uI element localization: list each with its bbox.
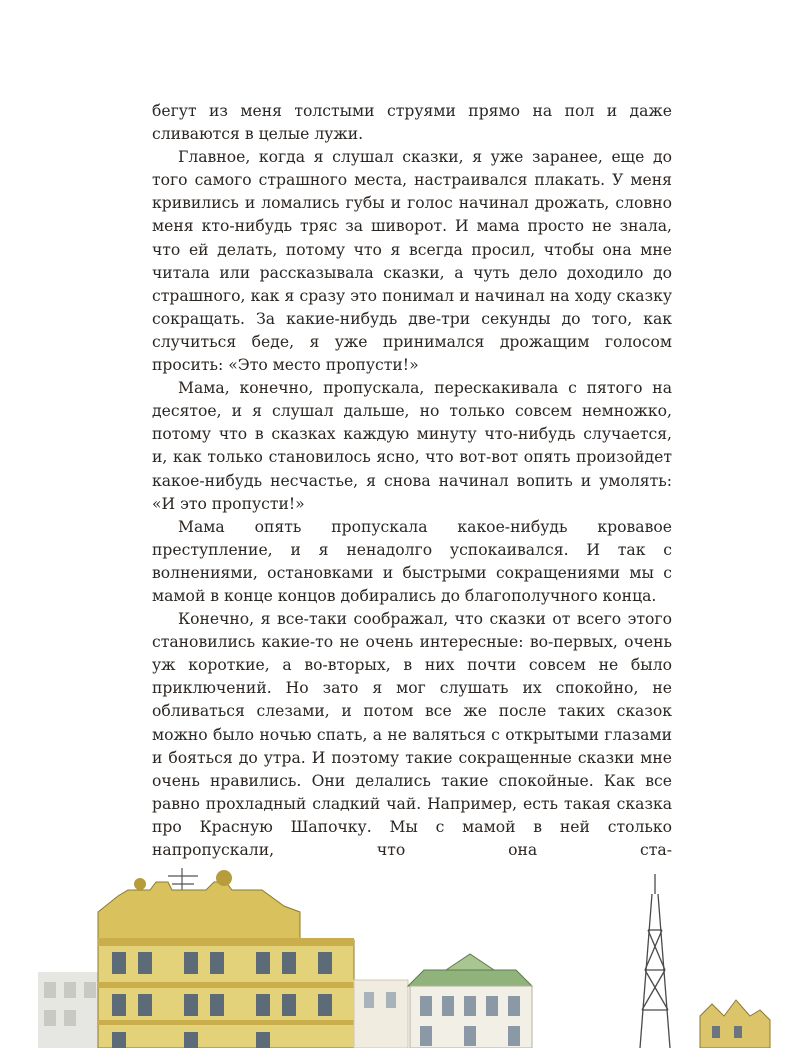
paragraph-2: Главное, когда я слушал сказки, я уже заранее, еще до того самого страшного места, настраивался плакать. У меня кривились и ломались губы и голос начинал дрожать, словно меня кто-нибудь тряс за шиворот. И мама просто не знала, что ей делать, потому что я всегда просил, чтобы она мне читала или рассказывала сказки, а чуть дело доходило до страшного, как я сразу это понимал и начинал на ходу сказку сокращать. За какие-нибудь две-три секунды до того, как случиться беде, я уже принимался дрожащим голосом просить: «Это место пропусти!» [152, 148, 672, 375]
right-rooftops [700, 1000, 770, 1048]
green-roof-house [408, 954, 532, 1048]
body-text [152, 100, 672, 862]
city-illustration [0, 860, 786, 1048]
paragraph-3: Мама, конечно, пропускала, перескакивала с пятого на десятое, и я слушал дальше, но только совсем немножко, потому что в сказках каждую минуту что-нибудь случается, и, как только становилось ясно, что вот-вот опять произойдет какое-нибудь несчастье, я снова начинал вопить и умолять: «И это пропусти!» [152, 379, 672, 513]
ornate-building [98, 870, 354, 1048]
tv-tower [640, 874, 670, 1048]
bg-building-middle [354, 980, 408, 1048]
paragraph-4: Мама опять пропускала какое-нибудь кровавое преступление, и я ненадолго успокаивался. И так с волнениями, остановками и быстрыми сокращениями мы с мамой в конце концов добирались до благополучного конца. [152, 517, 672, 605]
paragraph-5: Конечно, я все-таки соображал, что сказки от всего этого становились какие-то не очень интересные: во-первых, очень уж короткие, а во-вторых, в них почти совсем не было приключений. Но зато я мог слушать их спокойно, не обливаться слезами, и потом все же после таких сказок можно было ночью спать, а не валяться с открытыми глазами и бояться до утра. И поэтому такие сокращенные сказки мне очень нравились. Они делались такие спокойные. Как все равно прохладный сладкий чай. Например, есть такая сказка про Красную Шапочку. Мы с мамой в ней столько напропускали, что она ста- [152, 610, 672, 859]
paragraph-1: бегут из меня толстыми струями прямо на пол и даже сливаются в целые лужи. [152, 102, 672, 144]
